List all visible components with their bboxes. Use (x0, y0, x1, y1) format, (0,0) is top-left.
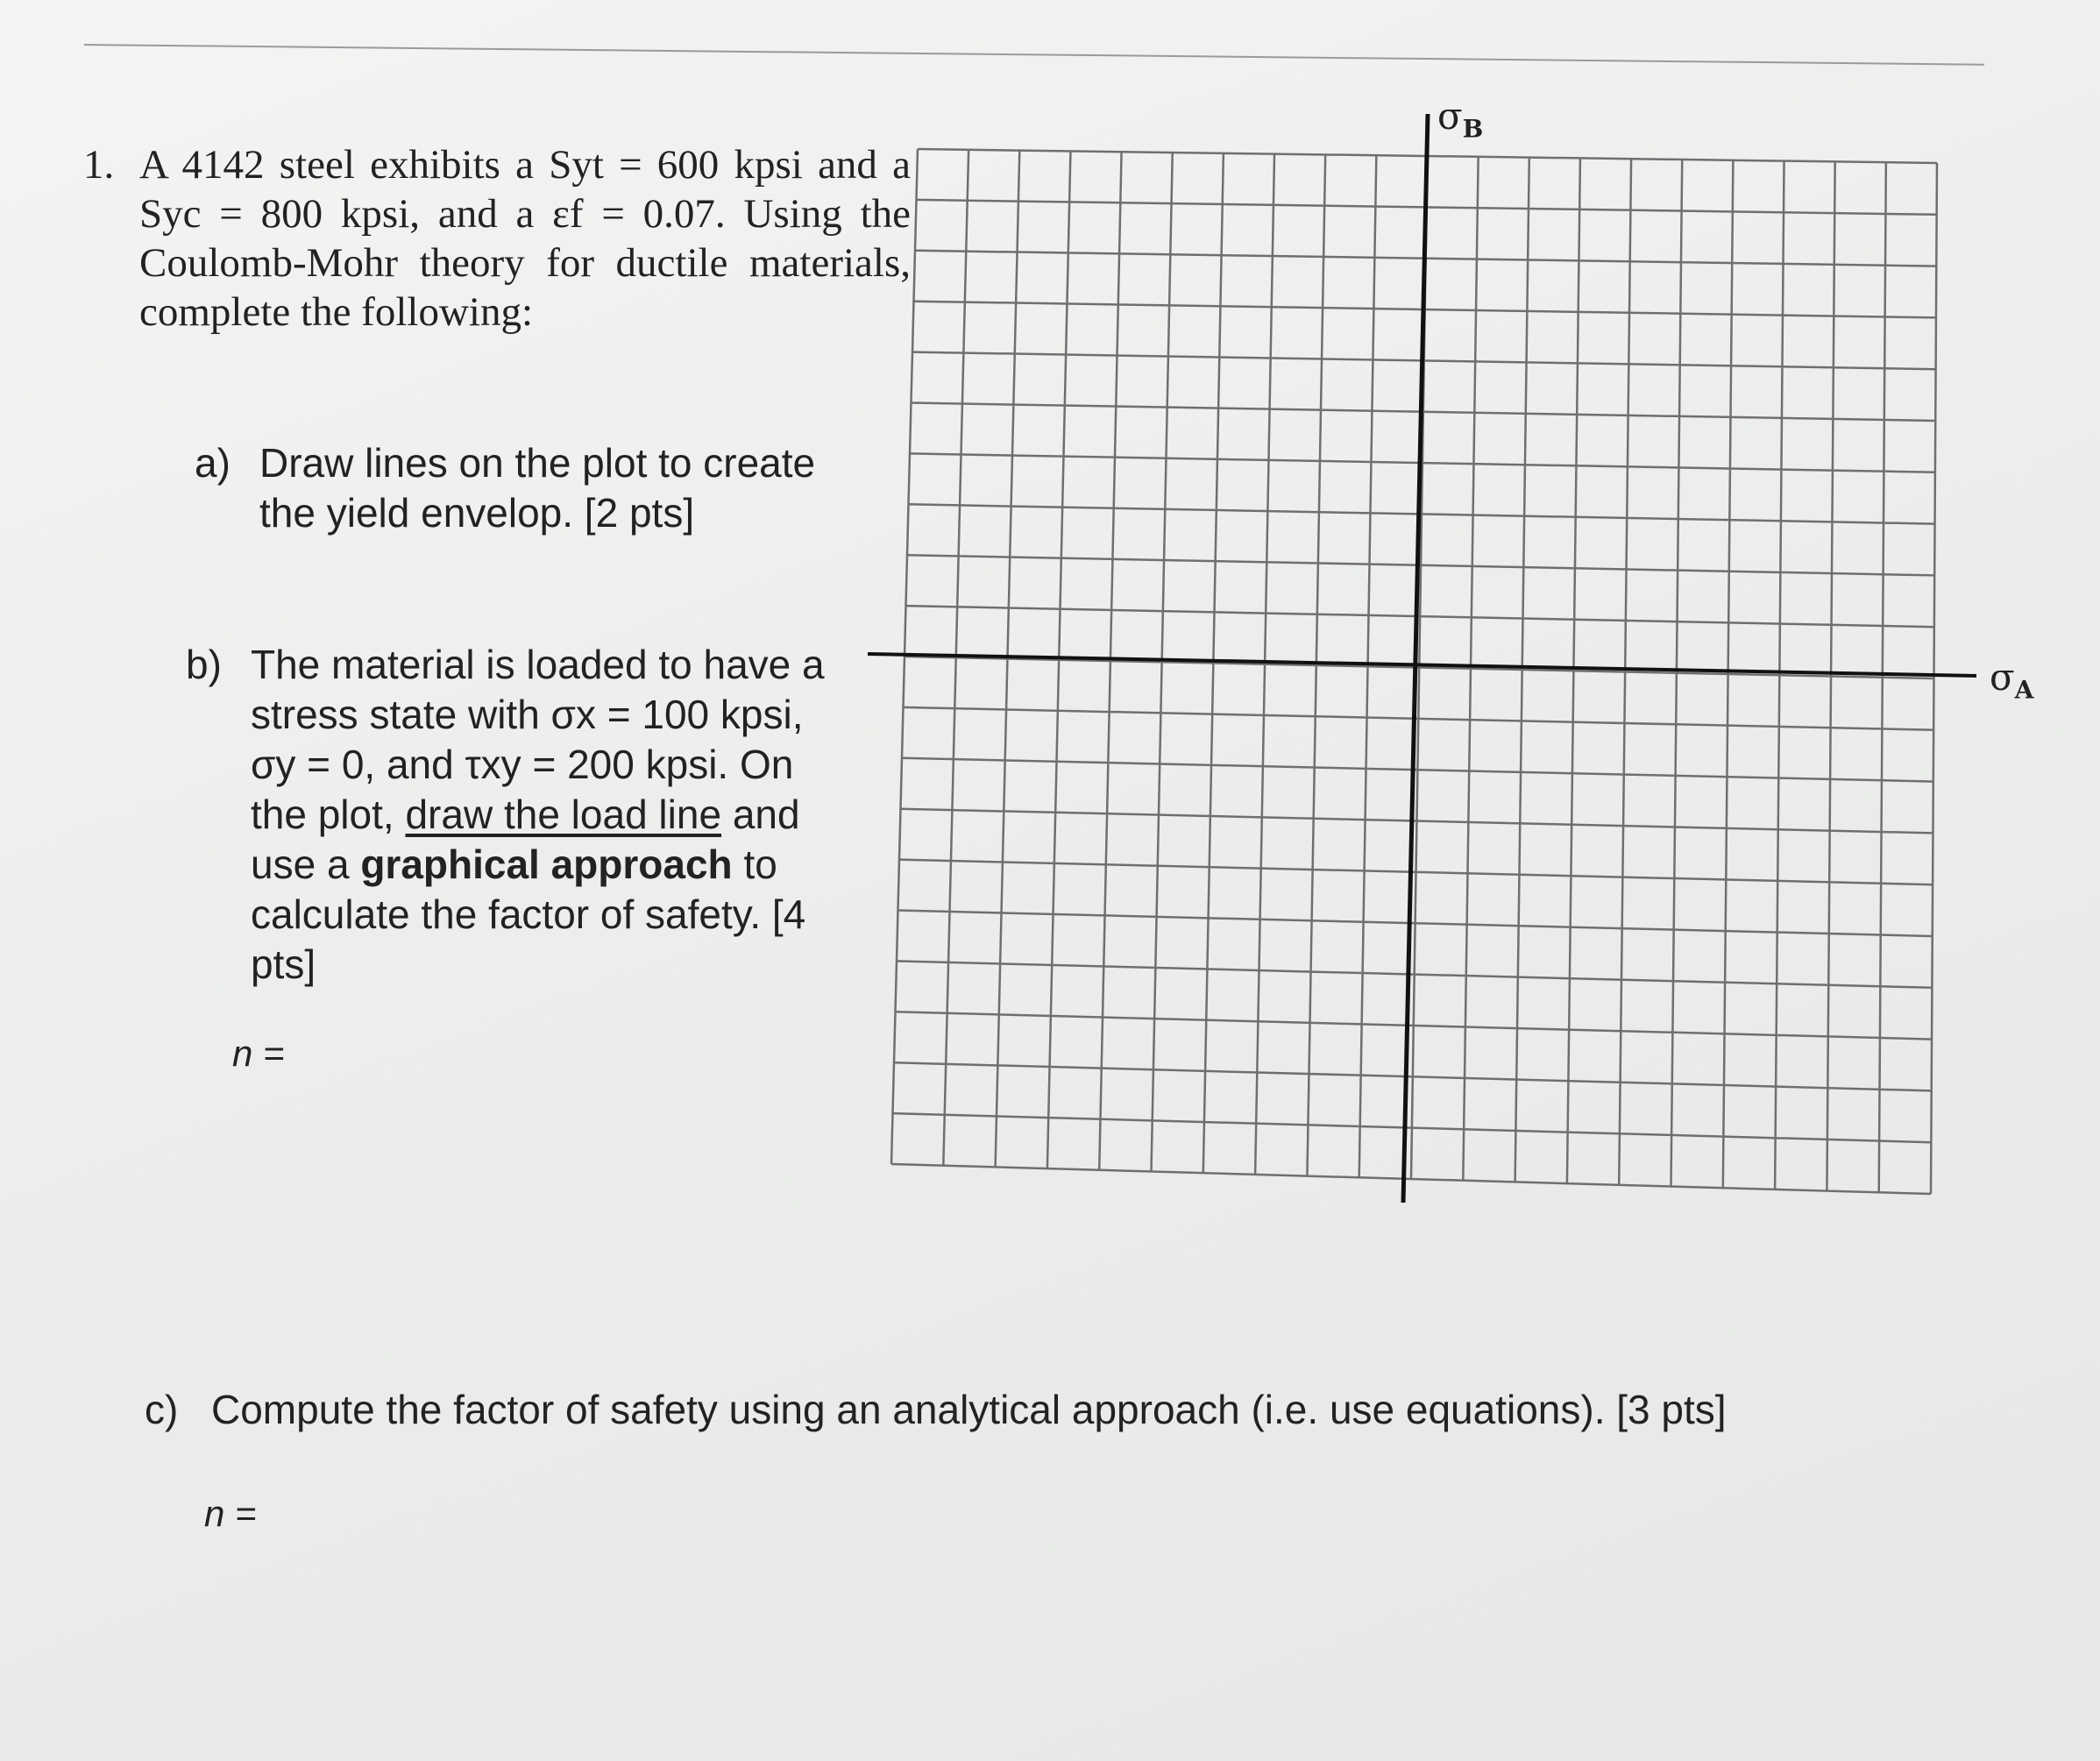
x-axis (868, 654, 1976, 676)
part-b-bold: graphical approach (360, 841, 733, 887)
grid-line-horizontal (898, 911, 1933, 937)
grid-line-vertical (1671, 160, 1683, 1187)
grid-line-vertical (996, 151, 1020, 1168)
x-axis-label: $\sigma_A$ (1990, 656, 2034, 705)
grid-line-horizontal (897, 961, 1932, 987)
part-a-letter: a) (195, 440, 231, 486)
part-b-letter: b) (186, 642, 222, 687)
grid-line-vertical (1359, 155, 1377, 1177)
y-axis (1403, 114, 1428, 1203)
grid-line-horizontal (912, 352, 1936, 370)
part-b-underlined: draw the load line (405, 792, 722, 837)
grid-line-horizontal (909, 504, 1935, 523)
grid-line-vertical (1411, 156, 1428, 1179)
grid-line-vertical (1307, 154, 1325, 1175)
grid-line-horizontal (894, 1062, 1932, 1090)
grid-line-vertical (1047, 151, 1071, 1168)
part-c-text: Compute the factor of safety using an analytical approach (i.e. use equations). [3 pts] (211, 1387, 1727, 1432)
part-a-text: Draw lines on the plot to create the yield envelop. [2 pts] (259, 440, 816, 536)
grid-line-vertical (1203, 153, 1224, 1173)
grid-line-horizontal (902, 758, 1933, 782)
grid-line-horizontal (905, 657, 1934, 678)
grid-line-vertical (1099, 152, 1121, 1170)
part-b-text (251, 640, 829, 990)
top-rule (84, 44, 1984, 66)
question-number: 1. (83, 142, 115, 188)
grid-line-horizontal (907, 555, 1934, 575)
part-b-answer-label: n = (232, 1033, 285, 1074)
part-b-text-1: The material is loaded to have a stress state with σx = 100 kpsi, σy = 0, and τxy = 200 kpsi. On the plot, (251, 642, 825, 837)
part-c-letter: c) (145, 1387, 179, 1432)
grid-line-horizontal (910, 453, 1935, 472)
grid-line-vertical (1567, 158, 1580, 1183)
grid-line-horizontal (915, 251, 1936, 266)
grid-line-vertical (1255, 154, 1274, 1175)
grid-line-vertical (1723, 160, 1734, 1188)
plot-grid (891, 149, 1937, 1194)
grid-line-horizontal (893, 1113, 1932, 1142)
grid-line-vertical (1879, 162, 1886, 1192)
y-axis-label: $\sigma_B$ (1437, 95, 1484, 144)
part-c-answer-label: n = (204, 1493, 257, 1534)
grid-line-horizontal (891, 1164, 1931, 1194)
grid-line-horizontal (901, 809, 1933, 834)
grid-line-vertical (1827, 161, 1834, 1190)
grid-line-horizontal (904, 707, 1934, 730)
grid-line-vertical (1152, 153, 1173, 1172)
part-b-text-2: and use a (251, 792, 800, 887)
question-stem: A 4142 steel exhibits a Syt = 600 kpsi and a Syc = 800 kpsi, and a εf = 0.07. Using the Coulomb-Mohr theory for ductile materials, complete the following: (139, 142, 911, 335)
grid-line-horizontal (906, 606, 1934, 627)
grid-line-horizontal (914, 302, 1936, 318)
part-b-text-3: to calculate the factor of safety. [4 pts] (251, 841, 806, 987)
grid-line-vertical (1619, 159, 1631, 1185)
grid-line-vertical (1463, 157, 1478, 1181)
grid-line-horizontal (917, 200, 1937, 215)
grid-line-horizontal (896, 1012, 1933, 1039)
grid-line-vertical (1775, 161, 1784, 1189)
grid-line-horizontal (918, 149, 1937, 163)
grid-line-vertical (943, 150, 968, 1166)
grid-line-vertical (1931, 163, 1937, 1194)
grid-line-horizontal (899, 860, 1933, 885)
grid-line-vertical (1515, 158, 1529, 1182)
grid-line-horizontal (912, 403, 1936, 422)
